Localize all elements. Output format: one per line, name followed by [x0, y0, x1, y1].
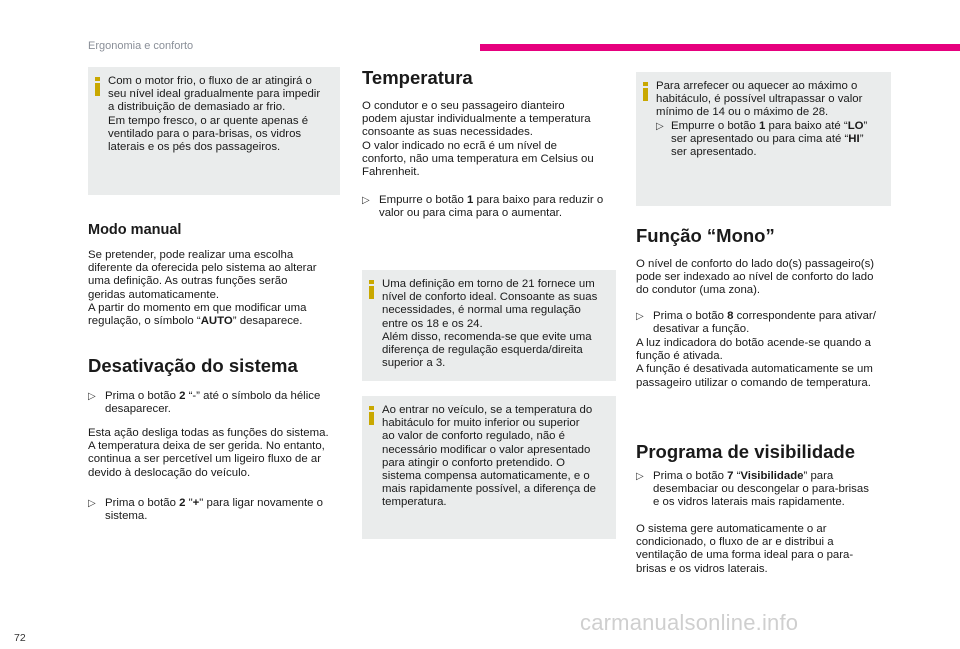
visibility-program-step: ▷ Prima o botão 7 “Visibilidade” para desembaciar ou descongelar o para-brisas e os vidros laterais mais rapidamente.	[636, 470, 869, 509]
deactivation-step-1: ▷ Prima o botão 2 “-” até o símbolo da hélice desaparecer.	[88, 390, 321, 416]
info-line: Em tempo fresco, o ar quente apenas é	[108, 114, 309, 127]
deactivation-title: Desativação do sistema	[88, 355, 298, 376]
mono-function-step: ▷ Prima o botão 8 correspondente para ativar/ desativar a função.	[636, 310, 876, 336]
manual-mode-title: Modo manual	[88, 222, 182, 238]
info-icon	[369, 280, 375, 299]
step-arrow-icon: ▷	[636, 311, 644, 322]
deactivation-text: Esta ação desliga todas as funções do sistema. A temperatura deixa de ser gerida. No entanto, continua a ser percetível um ligeiro fluxo de ar devido à deslocação do veículo.	[88, 427, 329, 479]
deactivation-step-2: ▷ Prima o botão 2 "+" para ligar novamente o sistema.	[88, 497, 324, 523]
mono-function-title: Função “Mono”	[636, 225, 775, 246]
temperature-step: ▷ Empurre o botão 1 para baixo para reduzir o valor ou para cima para o aumentar.	[362, 194, 604, 220]
info-line: Com o motor frio, o fluxo de ar atingirá o	[108, 75, 312, 87]
info-icon	[95, 77, 101, 96]
step-arrow-icon: ▷	[362, 195, 370, 206]
mono-function-text-2: A luz indicadora do botão acende-se quando a função é ativada. A função é desativada automaticamente se um passageiro utilizar o comando de temperatura.	[636, 337, 873, 389]
visibility-program-text: O sistema gere automaticamente o ar condicionado, o fluxo de ar e distribui a ventilação de uma forma ideal para o para- brisas e os vidros laterais.	[636, 523, 854, 575]
mono-function-text: O nível de conforto do lado do(s) passageiro(s) pode ser indexado ao nível de conforto do lado do condutor (uma zona).	[636, 258, 875, 297]
step-arrow-icon: ▷	[636, 471, 644, 482]
info-line: laterais e os pés dos passageiros.	[108, 141, 281, 154]
step-arrow-icon: ▷	[656, 120, 664, 132]
info-line: ventilado para o para-brisas, os vidros	[108, 127, 302, 140]
temperature-title: Temperatura	[362, 67, 473, 88]
info-line: seu nível ideal gradualmente para impedir	[108, 88, 321, 101]
info-box-max-cooling: Para arrefecer ou aquecer ao máximo o habitáculo, é possível ultrapassar o valor mínimo de 14 ou o máximo de 28. ▷ Empurre o botão 1 para baixo até “LO” ser apresentado ou para cima até “HI” ser apresentado.	[636, 72, 891, 206]
step-arrow-icon: ▷	[88, 391, 96, 402]
temperature-text: O condutor e o seu passageiro dianteiro podem ajustar individualmente a temperatura consoante as suas necessidades. O valor indicado no ecrã é um nível de conforto, não uma temperatura em Celsius ou Fahrenheit.	[362, 100, 594, 179]
header-accent-bar	[480, 44, 960, 51]
info-box-cold-engine	[88, 67, 340, 195]
info-line: a distribuição de demasiado ar frio.	[108, 101, 286, 114]
info-box-entering-vehicle: Ao entrar no veículo, se a temperatura do habitáculo for muito inferior ou superior ao valor de conforto regulado, não é necessário modificar o valor apresentado para atingir o conforto pretendido. O sistema compensa automaticamente, e o mais rapidamente possível, a diferença de temperatura.	[362, 396, 616, 539]
page-number: 72	[14, 632, 26, 644]
manual-mode-text: Se pretender, pode realizar uma escolha diferente da oferecida pelo sistema ao alterar uma definição. As outras funções serão geridas automaticamente. A partir do momento em que modificar uma regulação, o símbolo “AUTO” desaparece.	[88, 249, 317, 328]
info-icon	[643, 82, 649, 101]
info-icon	[369, 406, 375, 425]
watermark: carmanualsonline.info	[580, 610, 799, 635]
info-box-comfort-setting: Uma definição em torno de 21 fornece um nível de conforto ideal. Consoante as suas necessidades, é normal uma regulação entre os 18 e os 24. Além disso, recomenda-se que evite uma diferença de regulação esquerda/direita superior a 3.	[362, 270, 616, 381]
visibility-program-title: Programa de visibilidade	[636, 441, 855, 462]
info-box-step: ▷ Empurre o botão 1 para baixo até “LO” ser apresentado ou para cima até “HI” ser apresentado.	[656, 119, 868, 159]
step-arrow-icon: ▷	[88, 498, 96, 509]
header-title: Ergonomia e conforto	[88, 40, 194, 52]
